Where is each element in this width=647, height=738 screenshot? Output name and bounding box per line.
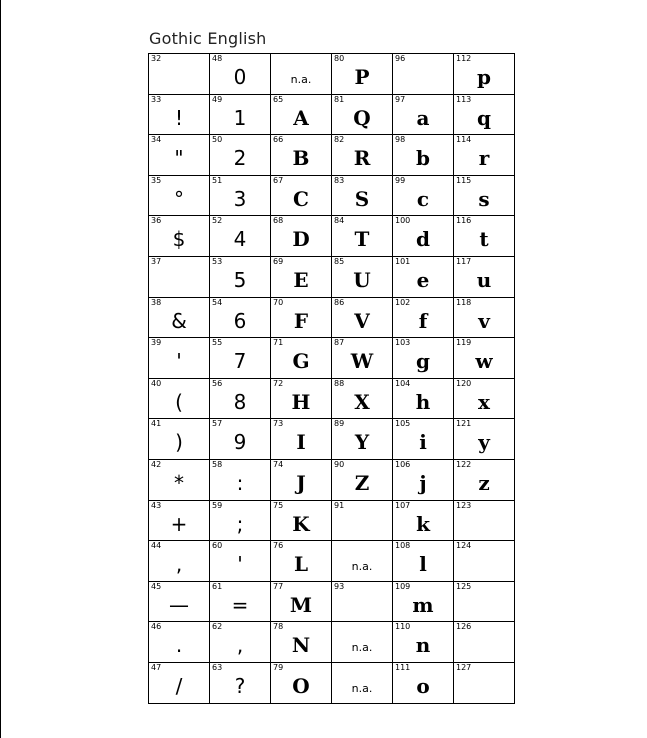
char-glyph: 8 bbox=[233, 389, 247, 414]
char-code: 45 bbox=[151, 581, 162, 591]
char-cell bbox=[454, 135, 515, 176]
char-glyph: i bbox=[419, 430, 427, 455]
char-glyph: ! bbox=[174, 105, 184, 130]
char-cell bbox=[210, 216, 271, 257]
char-glyph: z bbox=[478, 470, 490, 495]
char-code: 51 bbox=[212, 175, 223, 185]
char-glyph: W bbox=[350, 349, 374, 374]
char-cell bbox=[210, 662, 271, 703]
char-code: 70 bbox=[273, 297, 284, 307]
char-code: 74 bbox=[273, 459, 284, 469]
char-code: 76 bbox=[273, 541, 284, 551]
table-row bbox=[149, 622, 515, 663]
char-cell bbox=[271, 378, 332, 419]
char-glyph: x bbox=[478, 389, 490, 414]
char-code: 100 bbox=[395, 216, 411, 226]
char-code: 111 bbox=[395, 662, 411, 672]
char-glyph: : bbox=[236, 470, 244, 495]
char-cell bbox=[332, 216, 393, 257]
char-cell bbox=[210, 500, 271, 541]
char-code: 82 bbox=[334, 135, 345, 145]
char-glyph: h bbox=[415, 389, 431, 414]
char-glyph: 0 bbox=[233, 65, 247, 89]
char-cell bbox=[271, 419, 332, 460]
char-cell bbox=[210, 54, 271, 95]
table-row bbox=[149, 175, 515, 216]
char-code: 54 bbox=[212, 297, 223, 307]
not-available-label: n.a. bbox=[351, 681, 373, 695]
char-cell bbox=[454, 419, 515, 460]
char-glyph: l bbox=[419, 552, 427, 577]
char-cell bbox=[149, 338, 210, 379]
char-glyph: G bbox=[292, 349, 310, 374]
char-code: 34 bbox=[151, 135, 162, 145]
char-code: 62 bbox=[212, 622, 223, 632]
char-cell bbox=[210, 175, 271, 216]
char-code: 108 bbox=[395, 541, 411, 551]
char-cell bbox=[332, 622, 393, 663]
char-glyph: 1 bbox=[233, 105, 247, 130]
char-cell bbox=[393, 459, 454, 500]
char-code: 87 bbox=[334, 338, 345, 348]
char-glyph: e bbox=[416, 267, 430, 292]
char-code: 101 bbox=[395, 256, 411, 266]
char-code: 89 bbox=[334, 419, 345, 429]
char-glyph: * bbox=[174, 470, 184, 495]
char-code: 36 bbox=[151, 216, 162, 226]
char-cell bbox=[454, 378, 515, 419]
char-cell bbox=[271, 135, 332, 176]
char-code: 37 bbox=[151, 256, 162, 266]
table-row bbox=[149, 419, 515, 460]
char-code: 126 bbox=[456, 622, 472, 632]
char-glyph: — bbox=[169, 592, 189, 617]
char-cell bbox=[210, 622, 271, 663]
char-cell bbox=[149, 256, 210, 297]
char-cell bbox=[332, 175, 393, 216]
char-code: 90 bbox=[334, 459, 345, 469]
char-code: 56 bbox=[212, 378, 223, 388]
char-glyph: w bbox=[475, 349, 493, 374]
char-cell bbox=[210, 459, 271, 500]
char-code: 42 bbox=[151, 459, 162, 469]
char-glyph: ' bbox=[237, 552, 243, 577]
char-code: 118 bbox=[456, 297, 472, 307]
char-code: 52 bbox=[212, 216, 223, 226]
char-code: 84 bbox=[334, 216, 345, 226]
char-code: 47 bbox=[151, 662, 162, 672]
char-glyph: t bbox=[479, 227, 489, 252]
char-glyph: D bbox=[292, 227, 310, 252]
table-row bbox=[149, 378, 515, 419]
table-row bbox=[149, 216, 515, 257]
char-code: 35 bbox=[151, 175, 162, 185]
char-code: 33 bbox=[151, 94, 162, 104]
char-cell bbox=[149, 378, 210, 419]
char-cell bbox=[332, 419, 393, 460]
table-row bbox=[149, 581, 515, 622]
char-glyph: ) bbox=[175, 430, 183, 455]
char-code: 40 bbox=[151, 378, 162, 388]
char-glyph: Q bbox=[353, 105, 371, 130]
char-code: 77 bbox=[273, 581, 284, 591]
char-glyph: 6 bbox=[233, 308, 247, 333]
char-code: 73 bbox=[273, 419, 284, 429]
char-glyph: , bbox=[236, 633, 244, 658]
char-cell bbox=[332, 54, 393, 95]
char-code: 114 bbox=[456, 135, 472, 145]
char-glyph: B bbox=[292, 146, 310, 171]
char-cell bbox=[149, 419, 210, 460]
char-cell bbox=[210, 581, 271, 622]
char-glyph: = bbox=[231, 592, 249, 617]
char-cell bbox=[332, 94, 393, 135]
char-cell bbox=[393, 419, 454, 460]
char-cell bbox=[332, 297, 393, 338]
char-cell bbox=[271, 338, 332, 379]
char-glyph: 3 bbox=[233, 186, 247, 211]
char-cell bbox=[393, 94, 454, 135]
char-glyph: S bbox=[354, 186, 370, 211]
char-glyph: / bbox=[175, 673, 183, 698]
char-glyph: H bbox=[291, 389, 311, 414]
char-cell bbox=[332, 581, 393, 622]
char-cell bbox=[332, 662, 393, 703]
char-code: 43 bbox=[151, 500, 162, 510]
char-cell bbox=[393, 338, 454, 379]
char-cell bbox=[393, 378, 454, 419]
char-cell bbox=[454, 297, 515, 338]
not-available-label: n.a. bbox=[351, 560, 373, 574]
char-code: 68 bbox=[273, 216, 284, 226]
char-code: 97 bbox=[395, 94, 406, 104]
char-code: 96 bbox=[395, 54, 406, 63]
char-cell bbox=[393, 135, 454, 176]
char-cell bbox=[454, 94, 515, 135]
char-code: 63 bbox=[212, 662, 223, 672]
char-glyph: o bbox=[416, 673, 430, 698]
char-code: 117 bbox=[456, 256, 472, 266]
table-row bbox=[149, 135, 515, 176]
char-cell bbox=[393, 216, 454, 257]
char-glyph: ° bbox=[174, 186, 184, 211]
table-row bbox=[149, 256, 515, 297]
char-glyph: c bbox=[416, 186, 430, 211]
char-glyph: V bbox=[354, 308, 370, 333]
char-code: 116 bbox=[456, 216, 472, 226]
char-cell bbox=[271, 459, 332, 500]
char-code: 121 bbox=[456, 419, 472, 429]
char-cell bbox=[271, 256, 332, 297]
char-glyph: r bbox=[478, 146, 490, 171]
char-cell bbox=[149, 662, 210, 703]
char-glyph: g bbox=[416, 349, 430, 374]
not-available-label: n.a. bbox=[290, 73, 312, 86]
char-glyph: 9 bbox=[233, 430, 247, 455]
char-glyph: ' bbox=[176, 349, 182, 374]
char-cell bbox=[149, 175, 210, 216]
char-cell bbox=[271, 541, 332, 582]
not-available-label: n.a. bbox=[351, 641, 373, 655]
table-row bbox=[149, 662, 515, 703]
char-cell bbox=[454, 175, 515, 216]
table-row bbox=[149, 297, 515, 338]
char-code: 55 bbox=[212, 338, 223, 348]
char-glyph: Y bbox=[354, 430, 370, 455]
char-code: 123 bbox=[456, 500, 472, 510]
char-glyph: 7 bbox=[233, 349, 247, 374]
char-glyph: O bbox=[292, 673, 310, 698]
char-cell bbox=[393, 581, 454, 622]
char-code: 103 bbox=[395, 338, 411, 348]
char-cell bbox=[271, 94, 332, 135]
char-glyph: , bbox=[175, 552, 183, 577]
char-code: 98 bbox=[395, 135, 406, 145]
char-glyph: Z bbox=[354, 470, 370, 495]
char-code: 79 bbox=[273, 662, 284, 672]
char-code: 127 bbox=[456, 662, 472, 672]
char-cell bbox=[271, 175, 332, 216]
char-cell bbox=[149, 541, 210, 582]
char-cell bbox=[332, 135, 393, 176]
char-code: 66 bbox=[273, 135, 284, 145]
char-cell bbox=[332, 459, 393, 500]
char-code: 57 bbox=[212, 419, 223, 429]
char-glyph: s bbox=[478, 186, 490, 211]
char-glyph: $ bbox=[172, 227, 186, 252]
char-glyph: K bbox=[292, 511, 310, 536]
table-row bbox=[149, 54, 515, 95]
char-glyph: q bbox=[477, 105, 491, 130]
char-glyph: A bbox=[293, 105, 309, 130]
char-code: 69 bbox=[273, 256, 284, 266]
char-cell bbox=[210, 541, 271, 582]
char-code: 80 bbox=[334, 54, 345, 63]
table-row bbox=[149, 541, 515, 582]
char-code: 39 bbox=[151, 338, 162, 348]
char-code: 50 bbox=[212, 135, 223, 145]
char-glyph: X bbox=[354, 389, 370, 414]
char-glyph: R bbox=[353, 146, 371, 171]
char-cell bbox=[271, 500, 332, 541]
char-glyph: 5 bbox=[233, 267, 247, 292]
char-glyph: k bbox=[416, 511, 430, 536]
char-glyph: m bbox=[412, 592, 434, 617]
char-code: 49 bbox=[212, 94, 223, 104]
char-code: 59 bbox=[212, 500, 223, 510]
char-cell bbox=[393, 297, 454, 338]
char-code: 115 bbox=[456, 175, 472, 185]
char-glyph: & bbox=[171, 308, 187, 333]
char-glyph: U bbox=[353, 267, 371, 292]
chart-title: Gothic English bbox=[149, 29, 267, 48]
char-code: 85 bbox=[334, 256, 345, 266]
char-code: 58 bbox=[212, 459, 223, 469]
char-cell bbox=[210, 135, 271, 176]
char-cell bbox=[332, 256, 393, 297]
char-cell bbox=[393, 500, 454, 541]
char-glyph: N bbox=[291, 633, 311, 658]
char-code: 65 bbox=[273, 94, 284, 104]
char-code: 67 bbox=[273, 175, 284, 185]
char-code: 44 bbox=[151, 541, 162, 551]
char-glyph: E bbox=[293, 267, 309, 292]
char-cell bbox=[149, 297, 210, 338]
char-cell bbox=[393, 541, 454, 582]
char-cell bbox=[332, 541, 393, 582]
char-cell bbox=[454, 256, 515, 297]
table-row bbox=[149, 338, 515, 379]
char-code: 104 bbox=[395, 378, 411, 388]
char-cell bbox=[271, 662, 332, 703]
char-code: 122 bbox=[456, 459, 472, 469]
char-glyph: b bbox=[416, 146, 430, 171]
table-row bbox=[149, 500, 515, 541]
char-code: 113 bbox=[456, 94, 472, 104]
char-cell bbox=[454, 459, 515, 500]
char-cell bbox=[210, 378, 271, 419]
char-glyph: ; bbox=[236, 511, 244, 536]
char-cell bbox=[332, 378, 393, 419]
char-glyph: f bbox=[418, 308, 428, 333]
char-glyph: p bbox=[477, 65, 491, 89]
char-code: 78 bbox=[273, 622, 284, 632]
char-glyph: C bbox=[293, 186, 309, 211]
character-table bbox=[148, 53, 515, 704]
char-code: 75 bbox=[273, 500, 284, 510]
char-code: 41 bbox=[151, 419, 162, 429]
char-code: 61 bbox=[212, 581, 223, 591]
char-glyph: 4 bbox=[233, 227, 247, 252]
char-code: 32 bbox=[151, 54, 162, 63]
char-glyph: j bbox=[419, 470, 427, 495]
page-left-border bbox=[0, 0, 1, 738]
char-code: 71 bbox=[273, 338, 284, 348]
char-cell bbox=[271, 622, 332, 663]
char-code: 38 bbox=[151, 297, 162, 307]
char-cell bbox=[210, 297, 271, 338]
char-code: 60 bbox=[212, 541, 223, 551]
char-cell bbox=[454, 500, 515, 541]
char-glyph: 2 bbox=[233, 146, 247, 171]
char-cell bbox=[149, 94, 210, 135]
char-cell bbox=[454, 338, 515, 379]
char-code: 110 bbox=[395, 622, 411, 632]
char-code: 99 bbox=[395, 175, 406, 185]
char-glyph: ? bbox=[234, 673, 246, 698]
char-code: 91 bbox=[334, 500, 345, 510]
char-cell bbox=[149, 216, 210, 257]
char-cell bbox=[210, 256, 271, 297]
table-row bbox=[149, 94, 515, 135]
char-cell bbox=[149, 459, 210, 500]
char-cell bbox=[210, 419, 271, 460]
char-glyph: u bbox=[476, 267, 492, 292]
char-cell bbox=[149, 622, 210, 663]
char-cell bbox=[393, 175, 454, 216]
char-glyph: ( bbox=[175, 389, 183, 414]
char-code: 72 bbox=[273, 378, 284, 388]
char-code: 107 bbox=[395, 500, 411, 510]
char-code: 109 bbox=[395, 581, 411, 591]
char-glyph: J bbox=[296, 470, 306, 495]
char-code: 119 bbox=[456, 338, 472, 348]
char-glyph: a bbox=[416, 105, 430, 130]
char-glyph: d bbox=[416, 227, 430, 252]
char-code: 46 bbox=[151, 622, 162, 632]
char-cell bbox=[271, 216, 332, 257]
char-glyph: n bbox=[415, 633, 431, 658]
char-glyph: y bbox=[478, 430, 490, 455]
char-cell bbox=[210, 94, 271, 135]
char-glyph: L bbox=[293, 552, 309, 577]
char-cell bbox=[393, 54, 454, 95]
char-code: 112 bbox=[456, 54, 472, 63]
char-cell bbox=[149, 54, 210, 95]
char-cell bbox=[454, 54, 515, 95]
char-cell bbox=[393, 662, 454, 703]
char-cell bbox=[271, 297, 332, 338]
char-code: 88 bbox=[334, 378, 345, 388]
char-code: 86 bbox=[334, 297, 345, 307]
char-cell bbox=[454, 581, 515, 622]
char-code: 93 bbox=[334, 581, 345, 591]
char-glyph: . bbox=[175, 633, 183, 658]
char-code: 53 bbox=[212, 256, 223, 266]
char-cell bbox=[454, 541, 515, 582]
char-cell bbox=[149, 500, 210, 541]
char-code: 83 bbox=[334, 175, 345, 185]
char-cell bbox=[393, 256, 454, 297]
char-code: 125 bbox=[456, 581, 472, 591]
char-code: 106 bbox=[395, 459, 411, 469]
char-code: 81 bbox=[334, 94, 345, 104]
char-code: 48 bbox=[212, 54, 223, 63]
char-code: 124 bbox=[456, 541, 472, 551]
char-glyph: T bbox=[354, 227, 370, 252]
char-code: 102 bbox=[395, 297, 411, 307]
char-cell bbox=[271, 581, 332, 622]
char-cell bbox=[454, 216, 515, 257]
char-cell bbox=[454, 622, 515, 663]
char-cell bbox=[393, 622, 454, 663]
char-cell bbox=[149, 135, 210, 176]
char-glyph: v bbox=[478, 308, 490, 333]
char-code: 105 bbox=[395, 419, 411, 429]
char-glyph: F bbox=[293, 308, 309, 333]
table-row bbox=[149, 459, 515, 500]
char-cell bbox=[332, 338, 393, 379]
char-cell bbox=[210, 338, 271, 379]
char-glyph: + bbox=[170, 511, 188, 536]
char-glyph: P bbox=[354, 65, 370, 89]
char-cell bbox=[332, 500, 393, 541]
char-glyph: I bbox=[296, 430, 306, 455]
char-cell bbox=[454, 662, 515, 703]
char-cell bbox=[271, 54, 332, 95]
char-glyph: M bbox=[289, 592, 313, 617]
char-cell bbox=[149, 581, 210, 622]
char-glyph: " bbox=[174, 146, 184, 171]
char-code: 120 bbox=[456, 378, 472, 388]
